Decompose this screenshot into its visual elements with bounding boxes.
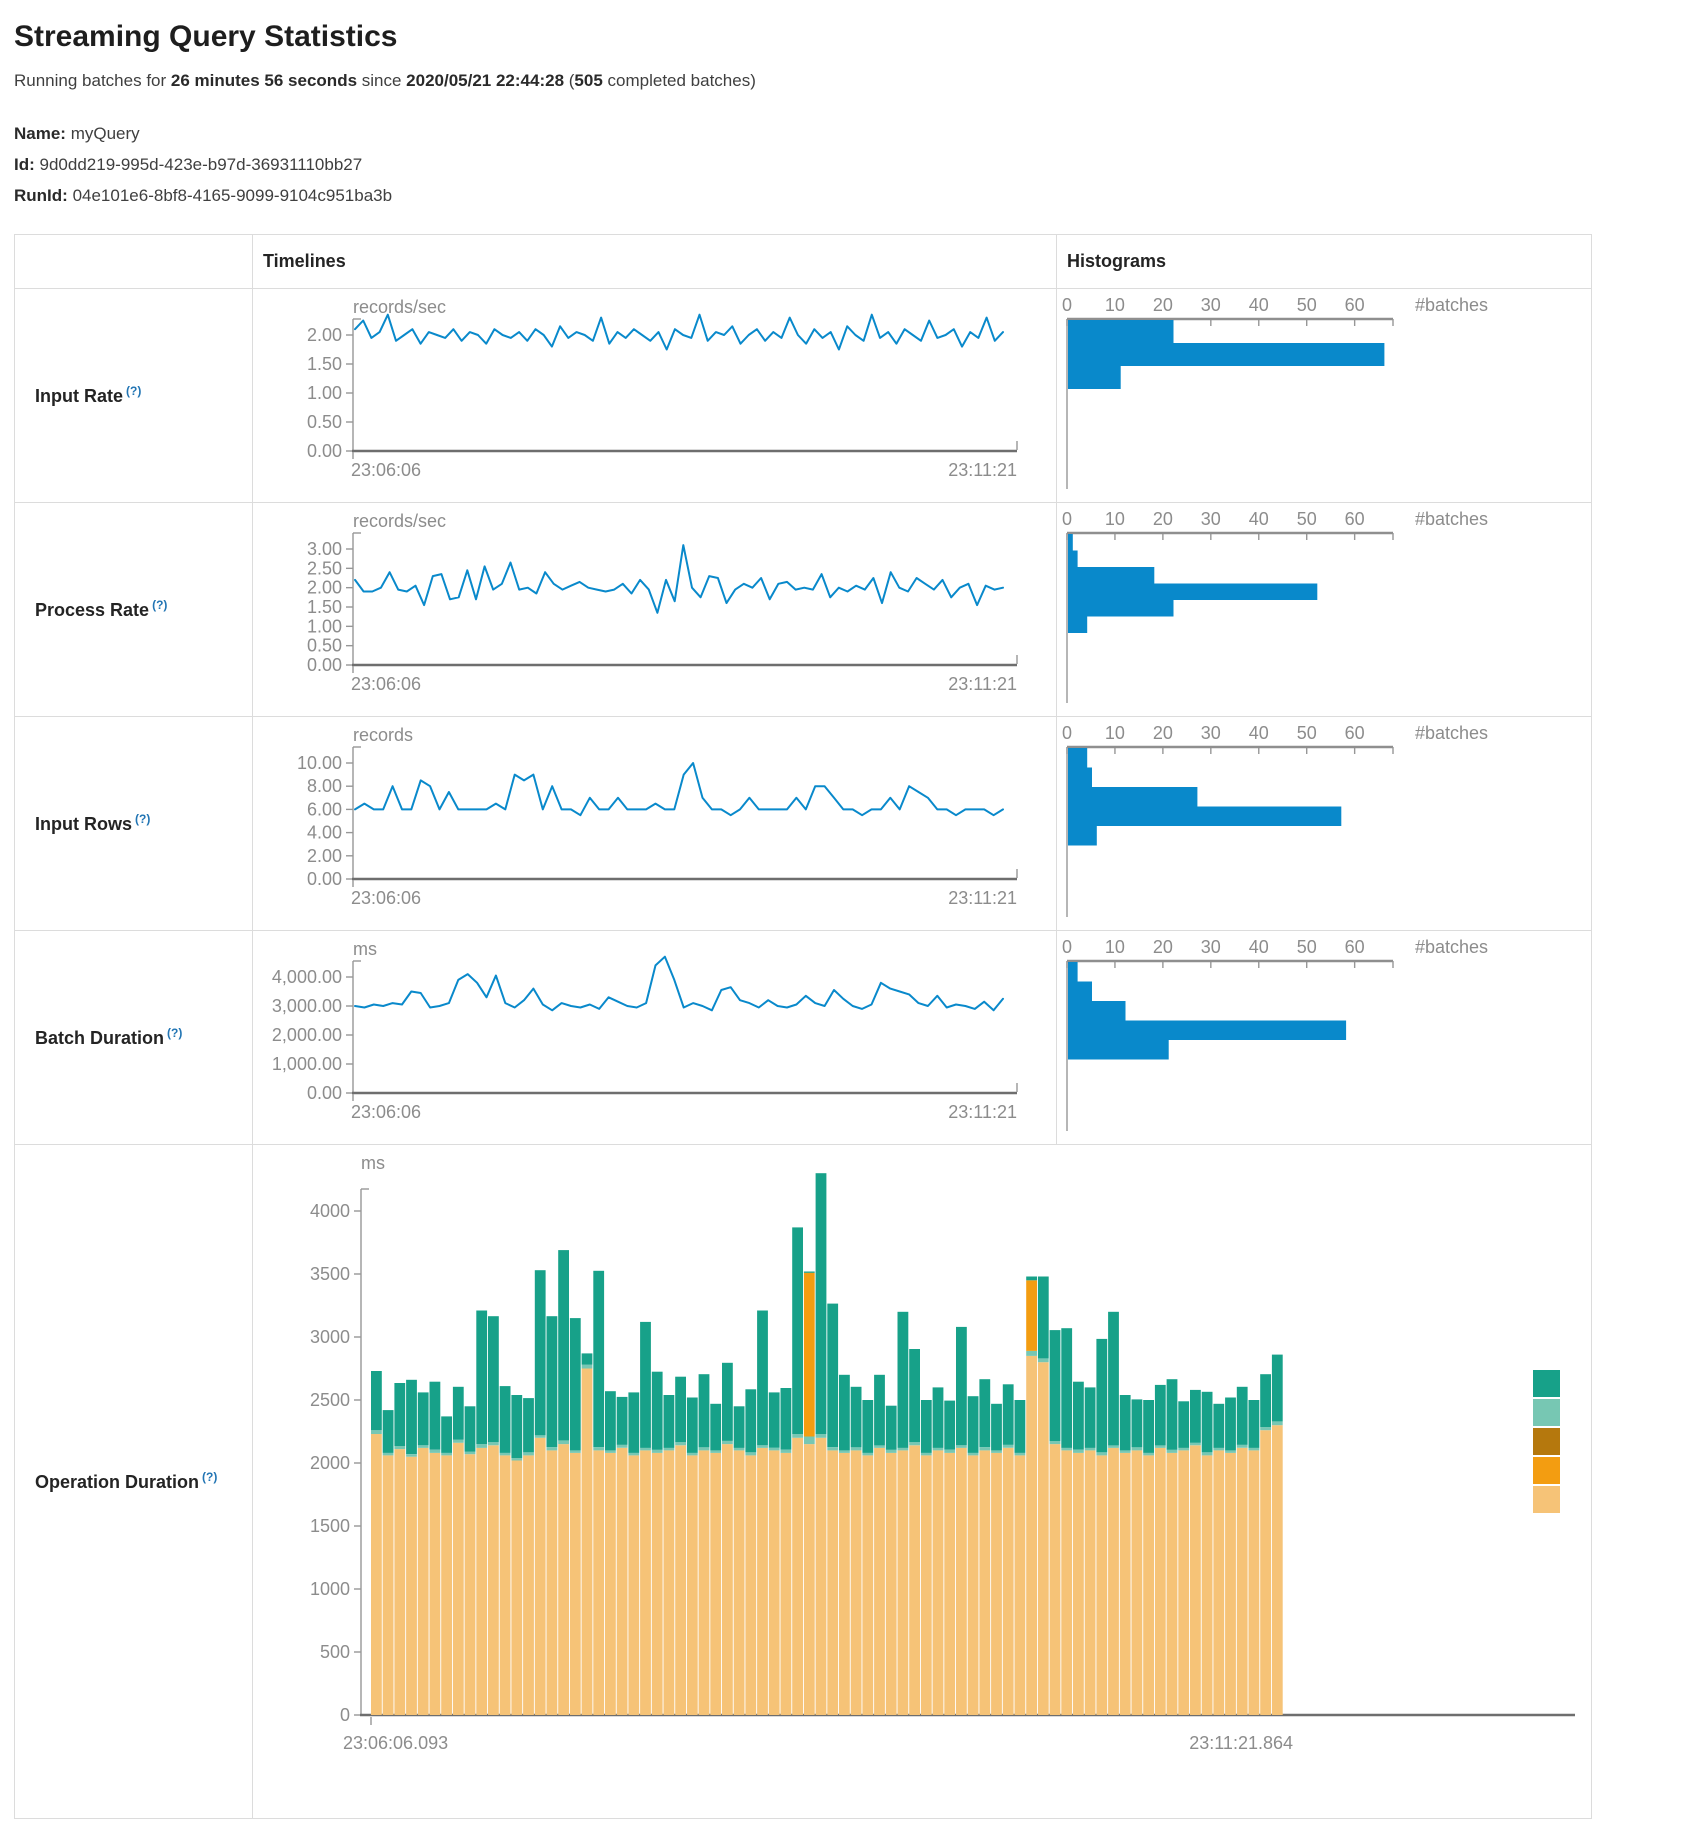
svg-text:23:06:06: 23:06:06 [351, 459, 422, 480]
statistics-table [14, 234, 1592, 1819]
svg-text:3000: 3000 [309, 1326, 350, 1347]
query-metadata [14, 121, 1679, 210]
svg-text:1000: 1000 [309, 1578, 350, 1599]
svg-text:0: 0 [1061, 508, 1073, 529]
svg-text:0.00: 0.00 [306, 868, 342, 889]
svg-text:3.00: 3.00 [306, 538, 342, 559]
start-timestamp: 2020/05/21 22:44:28 [406, 70, 565, 90]
svg-text:4.00: 4.00 [306, 822, 342, 843]
operation-duration-help-icon[interactable]: (?) [202, 1469, 218, 1484]
svg-text:23:11:21: 23:11:21 [948, 887, 1017, 908]
svg-text:50: 50 [1296, 936, 1317, 957]
svg-text:0: 0 [1061, 936, 1073, 957]
input-rate-histogram-chart [1057, 289, 1590, 502]
batch-duration-histogram-chart [1057, 931, 1590, 1144]
svg-text:3,000.00: 3,000.00 [271, 995, 342, 1016]
svg-text:2500: 2500 [309, 1389, 350, 1410]
process-rate-histogram-chart [1057, 503, 1590, 716]
svg-text:60: 60 [1344, 936, 1365, 957]
corner-cell [15, 234, 253, 288]
svg-text:60: 60 [1344, 722, 1365, 743]
svg-text:2.00: 2.00 [306, 324, 342, 345]
input-rate-help-icon[interactable]: (?) [126, 383, 142, 398]
svg-text:50: 50 [1296, 722, 1317, 743]
id-value: 9d0dd219-995d-423e-b97d-36931110bb27 [39, 154, 363, 174]
svg-text:2.00: 2.00 [306, 577, 342, 598]
table-header-row [15, 234, 1592, 288]
svg-text:10: 10 [1104, 722, 1125, 743]
table-row-process-rate [15, 502, 1592, 716]
svg-text:1.00: 1.00 [306, 615, 342, 636]
completed-batches-count: 505 [574, 70, 603, 90]
summary-text: Running batches for [14, 70, 171, 90]
svg-text:40: 40 [1248, 936, 1269, 957]
operation-duration-stacked-chart [253, 1145, 1592, 1818]
name-value: myQuery [70, 123, 140, 143]
svg-text:50: 50 [1296, 508, 1317, 529]
operation-duration-legend [1533, 1370, 1560, 1513]
svg-text:20: 20 [1152, 508, 1173, 529]
svg-text:40: 40 [1248, 508, 1269, 529]
svg-text:8.00: 8.00 [306, 775, 342, 796]
svg-text:20: 20 [1152, 936, 1173, 957]
svg-text:30: 30 [1200, 722, 1221, 743]
input-rows-histogram-chart [1057, 717, 1590, 930]
svg-text:1500: 1500 [309, 1515, 350, 1536]
svg-text:2.50: 2.50 [306, 557, 342, 578]
svg-text:40: 40 [1248, 722, 1269, 743]
svg-text:23:11:21: 23:11:21 [948, 673, 1017, 694]
input-rows-help-icon[interactable]: (?) [135, 811, 151, 826]
svg-text:23:06:06.093: 23:06:06.093 [343, 1732, 449, 1753]
svg-text:records: records [353, 724, 414, 745]
svg-text:30: 30 [1200, 294, 1221, 315]
table-row-input-rate [15, 288, 1592, 502]
id-label: Id: [14, 154, 35, 174]
svg-text:0.50: 0.50 [306, 411, 342, 432]
name-label: Name: [14, 123, 66, 143]
svg-text:10: 10 [1104, 936, 1125, 957]
svg-text:23:06:06: 23:06:06 [351, 673, 422, 694]
svg-text:50: 50 [1296, 294, 1317, 315]
svg-text:60: 60 [1344, 294, 1365, 315]
query-id-row [14, 152, 1679, 178]
batch-duration-help-icon[interactable]: (?) [167, 1025, 183, 1040]
query-name-row [14, 121, 1679, 147]
row-label-batch-duration: Batch Duration (?) [15, 930, 253, 1144]
svg-text:23:11:21.864: 23:11:21.864 [1189, 1732, 1293, 1753]
table-row-input-rows [15, 716, 1592, 930]
legend-swatch-2 [1533, 1399, 1560, 1426]
input-rows-timeline-chart [253, 717, 1053, 930]
svg-text:30: 30 [1200, 936, 1221, 957]
svg-text:10: 10 [1104, 294, 1125, 315]
svg-text:4,000.00: 4,000.00 [271, 966, 342, 987]
process-rate-help-icon[interactable]: (?) [152, 597, 168, 612]
svg-text:0: 0 [1061, 294, 1073, 315]
svg-text:23:06:06: 23:06:06 [351, 887, 422, 908]
svg-text:10: 10 [1104, 508, 1125, 529]
row-label-input-rows: Input Rows (?) [15, 716, 253, 930]
svg-text:#batches: #batches [1415, 508, 1489, 529]
svg-text:0: 0 [1061, 722, 1073, 743]
svg-text:0: 0 [339, 1704, 350, 1725]
svg-text:0.50: 0.50 [306, 635, 342, 656]
histograms-column-header: Histograms [1057, 234, 1592, 288]
svg-text:23:11:21: 23:11:21 [948, 1101, 1017, 1122]
row-label-process-rate: Process Rate (?) [15, 502, 253, 716]
svg-text:ms: ms [353, 938, 377, 959]
svg-text:0.00: 0.00 [306, 440, 342, 461]
svg-text:60: 60 [1344, 508, 1365, 529]
svg-text:4000: 4000 [309, 1200, 350, 1221]
svg-text:23:06:06: 23:06:06 [351, 1101, 422, 1122]
svg-text:500: 500 [319, 1641, 350, 1662]
svg-text:#batches: #batches [1415, 936, 1489, 957]
runid-value: 04e101e6-8bf8-4165-9099-9104c951ba3b [72, 186, 393, 206]
running-summary: Running batches for 26 minutes 56 seconds since 2020/05/21 22:44:28 (505 completed batches) [14, 70, 756, 90]
svg-text:1.50: 1.50 [306, 353, 342, 374]
svg-text:records/sec: records/sec [353, 296, 447, 317]
svg-text:0.00: 0.00 [306, 654, 342, 675]
svg-text:2.00: 2.00 [306, 845, 342, 866]
svg-text:3500: 3500 [309, 1263, 350, 1284]
running-duration: 26 minutes 56 seconds [170, 70, 358, 90]
legend-swatch-5 [1533, 1486, 1560, 1513]
table-row-operation-duration [15, 1144, 1592, 1818]
svg-text:20: 20 [1152, 294, 1173, 315]
batch-duration-timeline-chart [253, 931, 1053, 1144]
table-row-batch-duration [15, 930, 1592, 1144]
svg-text:2000: 2000 [309, 1452, 350, 1473]
legend-swatch-1 [1533, 1370, 1560, 1397]
svg-text:30: 30 [1200, 508, 1221, 529]
timelines-column-header: Timelines [253, 234, 1057, 288]
legend-swatch-4 [1533, 1457, 1560, 1484]
svg-text:23:11:21: 23:11:21 [948, 459, 1017, 480]
svg-text:0.00: 0.00 [306, 1082, 342, 1103]
row-label-operation-duration: Operation Duration (?) [15, 1144, 253, 1818]
row-label-input-rate: Input Rate (?) [15, 288, 253, 502]
svg-text:40: 40 [1248, 294, 1269, 315]
runid-label: RunId: [14, 186, 68, 206]
input-rate-timeline-chart [253, 289, 1053, 502]
svg-text:#batches: #batches [1415, 294, 1489, 315]
svg-text:ms: ms [361, 1152, 385, 1173]
svg-text:1,000.00: 1,000.00 [271, 1053, 342, 1074]
svg-text:20: 20 [1152, 722, 1173, 743]
legend-swatch-3 [1533, 1428, 1560, 1455]
svg-text:#batches: #batches [1415, 722, 1489, 743]
svg-text:1.50: 1.50 [306, 596, 342, 617]
svg-text:1.00: 1.00 [306, 382, 342, 403]
process-rate-timeline-chart [253, 503, 1053, 716]
svg-text:6.00: 6.00 [306, 798, 342, 819]
svg-text:records/sec: records/sec [353, 510, 447, 531]
query-runid-row [14, 183, 1679, 209]
svg-text:2,000.00: 2,000.00 [271, 1024, 342, 1045]
page-title: Streaming Query Statistics [14, 20, 398, 53]
svg-text:10.00: 10.00 [296, 752, 342, 773]
